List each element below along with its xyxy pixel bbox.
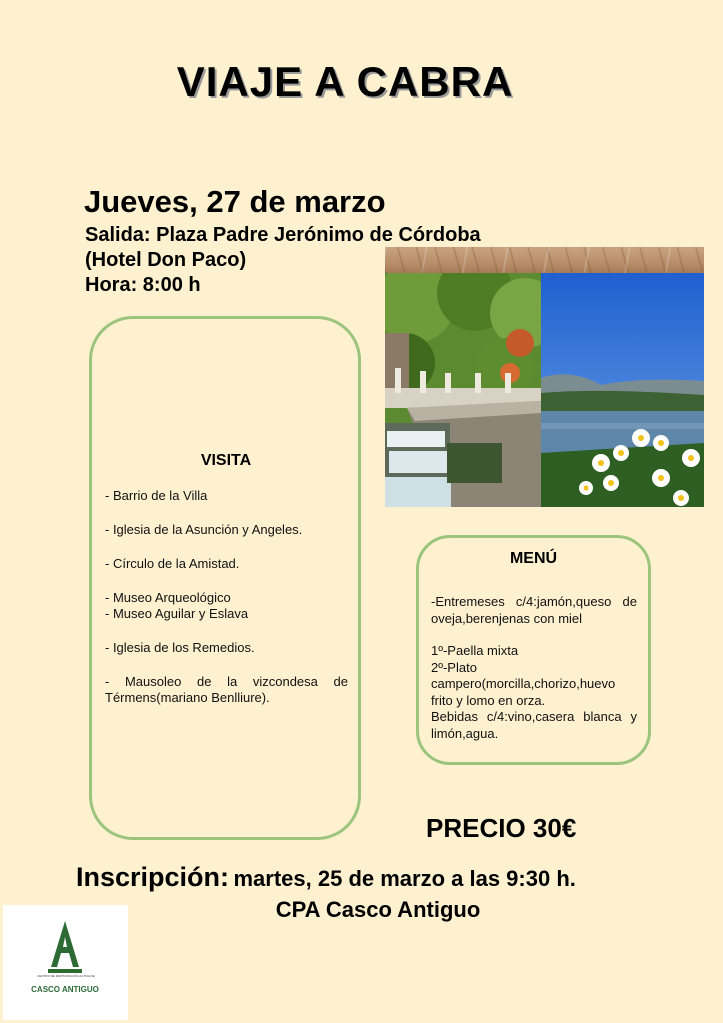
menu-first-course: 1º-Paella mixta (431, 643, 519, 658)
visit-title: VISITA (200, 452, 252, 469)
menu-body (431, 594, 637, 742)
fountain-photo (385, 273, 541, 507)
poster-title: VIAJE A CABRA (176, 58, 514, 105)
logo-small-text: CENTRO DE PARTICIPACIÓN ACTIVA DE (37, 974, 95, 978)
menu-starters: -Entremeses c/4:jamón,queso de oveja,berenjenas con miel (431, 594, 637, 626)
andalucia-a-icon (3, 905, 128, 1020)
menu-title: MENÚ (509, 550, 558, 567)
trip-date: Jueves, 27 de marzo (84, 184, 386, 219)
departure-place: Salida: Plaza Padre Jerónimo de Córdoba (85, 224, 481, 246)
menu-second-course: 2º-Plato campero(morcilla,chorizo,huevo frito y lomo en orza. (431, 659, 616, 708)
visit-item: - Iglesia de los Remedios. (105, 640, 255, 655)
signup-detail: martes, 25 de marzo a las 9:30 h. (233, 866, 576, 891)
visit-item: - Museo Arqueológico (105, 590, 231, 605)
visit-item: - Museo Aguilar y Eslava (105, 606, 249, 621)
menu-drinks: Bebidas c/4:vino,casera blanca y limón,agua. (431, 709, 637, 741)
lake-photo (541, 273, 704, 507)
logo (3, 905, 128, 1020)
visit-item: - Círculo de la Amistad. (105, 556, 240, 571)
signup-label: Inscripción: (76, 862, 230, 892)
signup-line (76, 862, 576, 893)
organizer-name: CPA Casco Antiguo (275, 897, 481, 922)
trip-price: PRECIO 30€ (426, 813, 577, 843)
paving-photo (385, 247, 704, 273)
logo-name: CASCO ANTIGUO (31, 985, 99, 994)
visit-item: - Iglesia de la Asunción y Angeles. (105, 522, 303, 537)
departure-hotel: (Hotel Don Paco) (85, 249, 247, 271)
visit-list (105, 488, 348, 724)
departure-time: Hora: 8:00 h (85, 274, 201, 296)
visit-item: - Barrio de la Villa (105, 488, 208, 503)
visit-item: - Mausoleo de la vizcondesa de Térmens(mariano Benlliure). (105, 674, 348, 705)
